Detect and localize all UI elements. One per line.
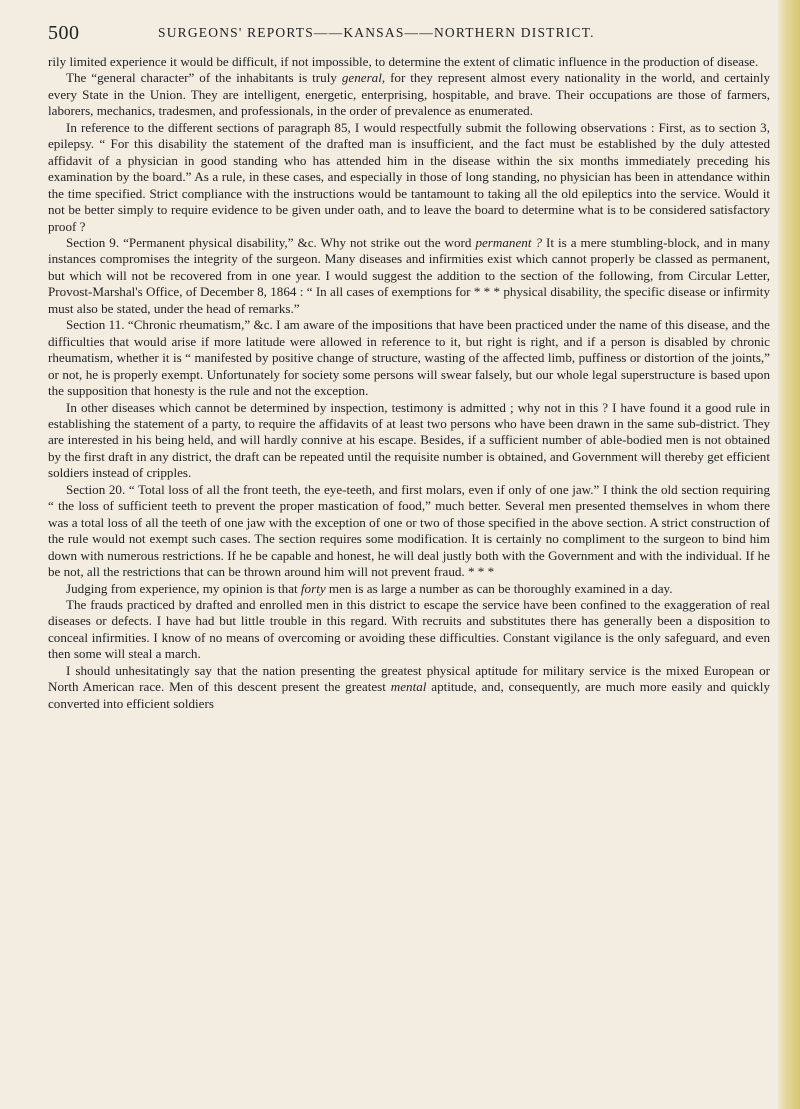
page-number: 500: [48, 22, 80, 44]
paragraph: Section 11. “Chronic rheumatism,” &c. I am aware of the impositions that have been practiced under the name of this disease, and the difficulties that would arise if more latitude were allowed in reference to it, but right is right, and if a person is disabled by chronic rheumatism, whether it is “ manifested by positive change of structure, wasting of the affected limb, puffiness or distortion of the joints,” or not, he is properly exempt. Unfortunately for society some persons will swear falsely, but our whole legal superstructure is based upon the supposition that honesty is the rule and not the exception.: [48, 317, 770, 399]
paragraph: I should unhesitatingly say that the nation presenting the greatest physical aptitude for military service is the mixed European or North American race. Men of this descent present the greatest mental aptitude, and, consequently, are much more easily and quickly converted into efficient soldiers: [48, 662, 770, 711]
emphasis: permanent ?: [475, 234, 542, 250]
paragraph: The frauds practiced by drafted and enrolled men in this district to escape the service have been confined to the exaggeration of real diseases or defects. I have had but little trouble in this regard. With recruits and substitutes there has generally been a disposition to conceal infirmities. I know of no means of overcoming or avoiding these difficulties. Constant vigilance is the only safeguard, and even then some will steal a march.: [48, 596, 770, 662]
paragraph: Section 9. “Permanent physical disability,” &c. Why not strike out the word permanent ? It is a mere stumbling-block, and in many instances compromises the integrity of the surgeon. Many diseases and infirmities exist which cannot properly be classed as permanent, but which will not be recovered from in one year. I would suggest the addition to the section of the following, from Circular Letter, Provost-Marshal's Office, of December 8, 1864 : “ In all cases of exemptions for * * * physical disability, the specific disease or infirmity must also be stated, under the head of remarks.”: [48, 234, 770, 316]
page-header: [48, 22, 770, 46]
body-text: [48, 54, 770, 712]
paragraph: Judging from experience, my opinion is that forty men is as large a number as can be thoroughly examined in a day.: [66, 580, 673, 596]
paragraph: The “general character” of the inhabitants is truly general, for they represent almost every nationality in the world, and certainly every State in the Union. They are intelligent, energetic, enterprising, hospitable, and brave. Their occupations are those of farmers, laborers, mechanics, tradesmen, and professionals, in the order of prevalence as enumerated.: [48, 70, 771, 119]
paragraph: In other diseases which cannot be determined by inspection, testimony is admitted ; why not in this ? I have found it a good rule in establishing the statement of a party, to require the affidavits of at least two persons who have been drawn in the same sub-district. They are interested in his being held, and will hardly connive at his escape. Besides, if a sufficient number of able-bodied men is not obtained by the first draft in any district, the draft can be repeated until the requisite number is obtained, and Government will thereby get efficient soldiers instead of cripples.: [48, 399, 770, 481]
paragraph: Section 20. “ Total loss of all the front teeth, the eye-teeth, and first molars, even if only of one jaw.” I think the old section requiring “ the loss of sufficient teeth to prevent the proper mastication of food,” much better. Several men presented themselves in whom there was a total loss of all the teeth of one jaw with the exception of one or two of those specified in the above section. A strict construction of the rule would not exempt such cases. The section requires some modification. It is certainly no compliment to the surgeon to bind him down with numerous restrictions. If he be capable and honest, he will deal justly both with the Government and with the individual. If he be not, all the restrictions that can be thrown around him will not prevent fraud. * * *: [48, 481, 770, 580]
paragraph: rily limited experience it would be difficult, if not impossible, to determine the extent of climatic influence in the production of disease.: [48, 54, 759, 69]
running-head: SURGEONS' REPORTS——KANSAS——NORTHERN DISTRICT.: [158, 25, 595, 40]
emphasis: general: [341, 70, 382, 86]
paragraph: In reference to the different sections of paragraph 85, I would respectfully submit the following observations : First, as to section 3, epilepsy. “ For this disability the statement of the drafted man is insufficient, and the fact must be established by the duly attested affidavit of a physician in good standing who has attended him in the disease within the six months immediately preceding his examination by the board.” As a rule, in these cases, and especially in those of long standing, no physician has been in attendance within the time specified. Strict compliance with the instructions would be tantamount to taking all the old epileptics into the service. Would it not be better simply to require evidence to be given under oath, and to leave the board to determine what is to be considered satisfactory proof ?: [48, 119, 770, 234]
emphasis: forty: [300, 580, 326, 596]
emphasis: mental: [390, 679, 427, 695]
document-page: [48, 22, 770, 712]
page-edge-binding: [778, 0, 800, 1109]
